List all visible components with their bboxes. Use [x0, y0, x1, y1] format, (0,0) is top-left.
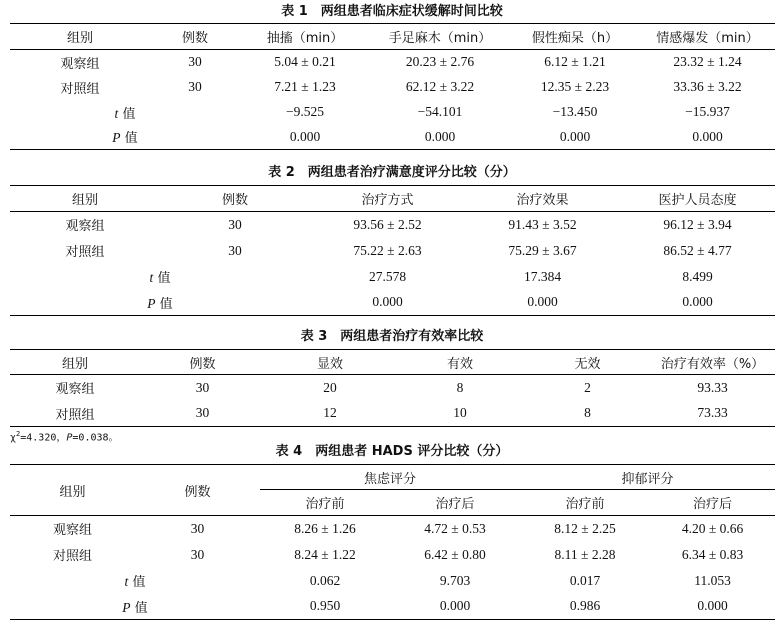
table4-cell: 0.000 — [439, 598, 471, 614]
table3-cell: 30 — [195, 405, 210, 421]
table1-stat-label — [10, 125, 240, 150]
table4-header-count: 例数 — [135, 465, 260, 516]
table-row — [10, 375, 775, 401]
table1-caption: 表 1 两组患者临床症状缓解时间比较 — [281, 4, 503, 19]
table-row — [10, 238, 775, 264]
table2-cell: 91.43 ± 3.52 — [508, 216, 577, 232]
table1-header-group: 组别 — [66, 31, 93, 46]
table1-header-pseudodementia: 假性痴呆（h） — [531, 31, 619, 46]
table2-cell: 8.499 — [682, 268, 713, 284]
stat-var: P — [122, 599, 131, 615]
stat-suffix: 值 — [153, 271, 171, 286]
table2-cell: 0.000 — [682, 294, 713, 310]
table1-cell: −9.525 — [286, 104, 324, 119]
table2-cell: 17.384 — [523, 268, 562, 284]
table-row — [10, 264, 775, 290]
stat-suffix: 值 — [155, 296, 173, 312]
table-row — [10, 75, 775, 100]
table1-cell: 6.12 ± 1.21 — [544, 54, 606, 70]
table4-cell: 8.11 ± 2.28 — [554, 546, 616, 562]
table3-row-group: 对照组 — [55, 407, 95, 423]
table4-cell: 8.12 ± 2.25 — [554, 520, 616, 536]
table1-header-numbness: 手足麻木（min） — [388, 31, 492, 46]
table1-cell: 0.000 — [289, 128, 321, 144]
chi-value: =4.320， — [20, 432, 67, 444]
table1-cell: 5.04 ± 0.21 — [274, 54, 336, 70]
table2-header-count: 例数 — [221, 193, 248, 208]
table2-cell: 75.22 ± 2.63 — [353, 242, 422, 258]
table1-cell: 30 — [188, 79, 202, 94]
table4-cell: 8.26 ± 1.26 — [294, 520, 356, 536]
table3-cell: 30 — [195, 379, 210, 395]
table1-header-convulsion: 抽搐（min） — [266, 31, 344, 46]
table1-row-group: 对照组 — [60, 81, 100, 97]
table-row — [10, 401, 775, 427]
table2-row-group: 对照组 — [65, 245, 105, 260]
table1 — [10, 23, 775, 150]
table4-cell: 4.72 ± 0.53 — [424, 520, 486, 536]
stat-suffix: 值 — [118, 106, 136, 122]
table4-stat-label — [10, 568, 260, 594]
table-row — [10, 212, 775, 238]
table3-cell: 8 — [456, 379, 464, 395]
table-row — [10, 542, 775, 568]
table1-cell: 62.12 ± 3.22 — [405, 79, 475, 94]
table-row — [10, 100, 775, 125]
table4-cell: 0.986 — [569, 598, 601, 614]
table3-header-count: 例数 — [189, 356, 216, 372]
table1-row-group: 观察组 — [60, 56, 100, 72]
table3-cell: 8 — [584, 405, 591, 421]
table4-stat-label — [10, 594, 260, 620]
stat-var: t — [149, 270, 154, 285]
table1-cell: −54.101 — [417, 104, 463, 119]
table4-subheader-depression-after: 治疗后 — [693, 497, 733, 512]
table4-cell: 11.053 — [694, 572, 731, 588]
table1-cell: −15.937 — [685, 104, 730, 119]
table1-cell: 7.21 ± 1.23 — [274, 79, 336, 94]
table1-header-emotional-outburst: 情感爆发（min） — [656, 31, 759, 46]
table2-cell: 96.12 ± 3.94 — [663, 216, 732, 232]
table3-cell: 93.33 — [697, 379, 728, 395]
table2-cell: 0.000 — [372, 294, 403, 310]
table4-row-group: 对照组 — [52, 549, 92, 564]
stat-var: P — [147, 295, 156, 311]
table2 — [10, 185, 775, 316]
table-row — [10, 125, 775, 150]
stat-suffix: 值 — [128, 575, 146, 590]
table3-cell: 2 — [584, 379, 591, 395]
table2-header-method: 治疗方式 — [361, 193, 414, 208]
table2-row-group: 观察组 — [65, 219, 105, 235]
table2-cell: 0.000 — [527, 294, 558, 310]
table2-cell: 30 — [228, 242, 242, 258]
p-value: =0.038。 — [72, 432, 119, 444]
table1-cell: 30 — [188, 54, 202, 70]
chi-symbol: χ — [10, 432, 17, 444]
table4-cell: 0.950 — [309, 598, 341, 614]
table1-cell: 33.36 ± 3.22 — [673, 79, 742, 94]
table3-header-ineffective: 无效 — [574, 356, 601, 372]
table3-cell: 20 — [323, 379, 337, 395]
table4-subheader-anxiety-after: 治疗后 — [435, 497, 475, 512]
table2-cell: 27.578 — [368, 268, 407, 284]
table4-cell: 30 — [190, 546, 205, 562]
table4-cell: 0.000 — [697, 598, 728, 614]
stat-suffix: 值 — [120, 131, 138, 147]
p-symbol: P — [66, 432, 73, 444]
table3-header-group: 组别 — [61, 356, 88, 372]
table1-header-count: 例数 — [181, 31, 208, 46]
table3-header-markedly-effective: 显效 — [316, 356, 343, 372]
table2-stat-label — [10, 264, 310, 290]
table2-cell: 30 — [228, 216, 242, 232]
table3-header-rate: 治疗有效率（%） — [660, 356, 765, 372]
table3-header-row — [10, 350, 775, 375]
table1-cell: 23.32 ± 1.24 — [673, 54, 742, 70]
table3-row-group: 观察组 — [55, 382, 95, 398]
table1-cell: 0.000 — [692, 128, 723, 144]
table1-stat-label — [10, 100, 240, 125]
table4-cell: 0.062 — [309, 572, 341, 588]
table3-cell: 12 — [323, 405, 337, 421]
table4-header-row — [10, 465, 775, 490]
table4-subheader-depression-before: 治疗前 — [565, 497, 605, 512]
table1-header-row — [10, 24, 775, 50]
table2-cell: 86.52 ± 4.77 — [663, 242, 732, 258]
table2-cell: 93.56 ± 2.52 — [353, 216, 422, 232]
table2-stat-label — [10, 290, 310, 316]
table1-cell: 12.35 ± 2.23 — [540, 79, 610, 94]
table2-header-group: 组别 — [71, 193, 98, 208]
table3-cell: 10 — [453, 405, 467, 421]
table4-cell: 0.017 — [569, 572, 601, 588]
table-row — [10, 568, 775, 594]
table1-cell: 0.000 — [424, 128, 456, 144]
stat-var: P — [112, 130, 121, 146]
table-row — [10, 50, 775, 75]
stat-var: t — [124, 574, 129, 589]
table4-subheader-anxiety-before: 治疗前 — [305, 497, 345, 512]
table4-cell: 9.703 — [439, 572, 471, 588]
table-row — [10, 594, 775, 620]
table1-cell: 0.000 — [559, 128, 591, 144]
table-row — [10, 516, 775, 542]
table1-cell: −13.450 — [552, 104, 598, 119]
table4-header-anxiety: 焦虑评分 — [260, 465, 520, 490]
table2-caption: 表 2 两组患者治疗满意度评分比较（分） — [268, 165, 516, 180]
table4-cell: 6.34 ± 0.83 — [681, 546, 744, 562]
table4-header-depression: 抑郁评分 — [520, 465, 775, 490]
chi-superscript: 2 — [16, 430, 21, 438]
table3-cell: 73.33 — [697, 405, 728, 421]
table4-cell: 8.24 ± 1.22 — [294, 546, 356, 562]
stat-suffix: 值 — [130, 600, 148, 616]
table-row — [10, 290, 775, 316]
table3-caption: 表 3 两组患者治疗有效率比较 — [300, 329, 484, 344]
stat-var: t — [114, 105, 119, 121]
table2-header-staff-attitude: 医护人员态度 — [658, 193, 737, 208]
table4-header-group: 组别 — [10, 465, 135, 516]
table4 — [10, 464, 775, 620]
table2-header-effect: 治疗效果 — [516, 193, 569, 208]
table1-cell: 20.23 ± 2.76 — [405, 54, 475, 70]
table4-row-group: 观察组 — [52, 523, 92, 539]
table4-cell: 4.20 ± 0.66 — [681, 520, 744, 536]
table3 — [10, 349, 775, 427]
table3-header-effective: 有效 — [446, 356, 473, 372]
table2-header-row — [10, 186, 775, 212]
table2-cell: 75.29 ± 3.67 — [508, 242, 577, 258]
table4-cell: 6.42 ± 0.80 — [424, 546, 486, 562]
table4-cell: 30 — [190, 520, 205, 536]
table4-caption: 表 4 两组患者 HADS 评分比较（分） — [275, 444, 509, 459]
